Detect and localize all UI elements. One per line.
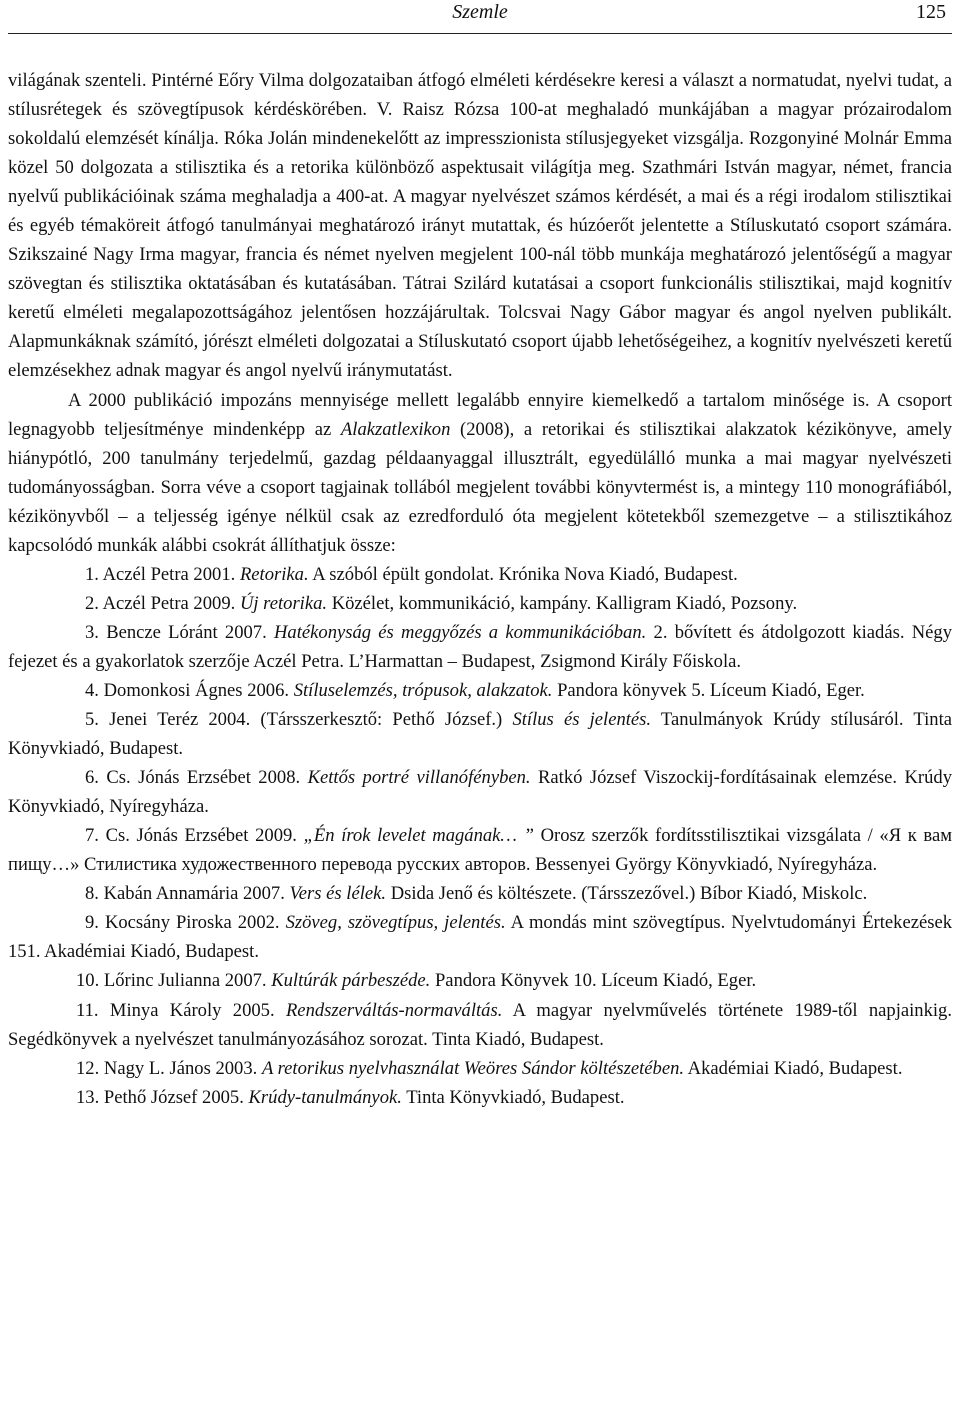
reference-title: Vers és lélek. [289, 883, 387, 905]
reference-details: Tinta Könyvkiadó, Budapest. [406, 1086, 625, 1108]
reference-title: Hatékonyság és meggyőzés a kommunikációban. [274, 621, 647, 643]
reference-author-year: Lőrinc Julianna 2007. [103, 970, 267, 992]
reference-item [8, 821, 952, 879]
reference-number: 1. [85, 563, 99, 585]
reference-item [8, 560, 952, 589]
reference-author-year: Pethő József 2005. [103, 1086, 244, 1108]
reference-author-year: Aczél Petra 2001. [102, 563, 236, 585]
reference-number: 8. [85, 883, 99, 905]
reference-number: 10. [76, 970, 100, 992]
reference-number: 3. [85, 621, 99, 643]
reference-item [8, 589, 952, 618]
reference-details: A mondás mint szövegtípus. Nyelvtudományi Értekezések 151. Akadémiai Kiadó, Budapest. [8, 912, 953, 963]
reference-number: 11. [76, 999, 99, 1021]
reference-list [8, 560, 952, 1112]
page-number: 125 [916, 1, 946, 23]
reference-details: Dsida Jenő és költészete. (Társszezővel.) Bíbor Kiadó, Miskolc. [390, 883, 868, 905]
reference-author-year: Nagy L. János 2003. [103, 1057, 258, 1079]
reference-title: A retorikus nyelvhasználat Weöres Sándor költészetében. [261, 1057, 685, 1079]
reference-details: Tanulmányok Krúdy stílusáról. Tinta Könyvkiadó, Budapest. [8, 709, 952, 760]
reference-author-year: Domonkosi Ágnes 2006. [103, 679, 290, 701]
reference-details: Pandora Könyvek 10. Líceum Kiadó, Eger. [434, 970, 757, 992]
reference-details: A magyar nyelvművelés története 1989-től napjainkig. Segédkönyvek a nyelvészet tanulmányozásához sorozat. Tinta Kiadó, Budapest. [8, 999, 952, 1050]
reference-item [8, 879, 952, 908]
reference-item [8, 996, 952, 1054]
reference-number: 5. [85, 709, 99, 731]
reference-item [8, 763, 952, 821]
reference-title: Kettős portré villanófényben. [307, 767, 531, 789]
paragraph-2-text-before: A 2000 publikáció impozáns mennyisége mellett legalább ennyire kiemelkedő a tartalom minősége is. A csoport legnagyobb teljesítménye mindenképp az [8, 389, 952, 440]
reference-author-year: Minya Károly 2005. [109, 999, 275, 1021]
reference-title: Új retorika. [239, 592, 328, 614]
reference-author-year: Aczél Petra 2009. [102, 592, 236, 614]
paragraph-2-text-after: (2008), a retorikai és stilisztikai alakzatok kézikönyve, amely hiánypótló, 200 tanulmány terjedelmű, gazdag példaanyaggal illusztrált, egyedülálló munka a mai magyar nyelvészeti tudományosságban. Sorra véve a csoport tagjainak tollából megjelent további könyvtermést is, a mintegy 110 monográfiából, kézikönyvből – a teljesség igénye nélkül csak az ezredforduló óta megjelent kötetekből szemezgetve – a stilisztikához kapcsolódó munkák alábbi csokrát állíthatjuk össze: [8, 418, 952, 556]
reference-number: 7. [85, 825, 99, 847]
running-header [8, 0, 952, 34]
article-body [8, 66, 952, 1112]
reference-item [8, 1083, 952, 1112]
reference-number: 4. [85, 679, 99, 701]
reference-details: Ratkó József Viszockij-fordításainak elemzése. Krúdy Könyvkiadó, Nyíregyháza. [8, 767, 952, 818]
reference-title: Stíluselemzés, trópusok, alakzatok. [293, 679, 553, 701]
reference-title: Kultúrák párbeszéde. [271, 970, 431, 992]
reference-number: 9. [85, 912, 99, 934]
paragraph-2 [8, 386, 952, 560]
reference-item [8, 1054, 952, 1083]
reference-title: Szöveg, szövegtípus, jelentés. [285, 912, 506, 934]
reference-author-year: Cs. Jónás Erzsébet 2009. [105, 825, 297, 847]
reference-item [8, 966, 952, 995]
reference-item [8, 705, 952, 763]
reference-title: Rendszerváltás-normaváltás. [285, 999, 503, 1021]
reference-details: A szóból épült gondolat. Krónika Nova Kiadó, Budapest. [312, 563, 738, 585]
paragraph-1: világának szenteli. Pintérné Eőry Vilma dolgozataiban átfogó elméleti kérdésekre keresi a választ a normatudat, nyelvi tudat, a stílusrétegek és szövegtípusok kérdéskörében. V. Raisz Rózsa 100-at meghaladó munkájában a magyar prózairodalom sokoldalú elemzését kínálja. Róka Jolán mindenekelőtt az impresszionista stílusjegyeket vizsgálja. Rozgonyiné Molnár Emma közel 50 dolgozata a stilisztika és a retorika különböző aspektusait világítja meg. Szathmári István magyar, német, francia nyelvű publikációinak száma meghaladja a 400-at. A magyar nyelvészet számos kérdését, a mai és a régi irodalom stilisztikai és egyéb témaköreit átfogó tanulmányai meghatározó irányt mutattak, és húzóerőt jelentette a Stíluskutató csoport számára. Szikszainé Nagy Irma magyar, francia és német nyelven megjelent 100-nál több munkája meghatározó jelentőségű a magyar szövegtan és stilisztika oktatásában és kutatásában. Tátrai Szilárd kutatásai a csoport funkcionális stilisztikai, majd kognitív keretű elméleti megalapozottságához jelentősen hozzájárultak. Tolcsvai Nagy Gábor magyar és angol nyelven publikált. Alapmunkáknak számító, jórészt elméleti dolgozatai a Stíluskutató csoport újabb lehetőségeihez, a kognitív nyelvészeti keretű elemzésekhez adnak magyar és angol nyelvű iránymutatást. [8, 70, 952, 382]
reference-details: Akadémiai Kiadó, Budapest. [687, 1057, 903, 1079]
reference-title: Retorika. [239, 563, 309, 585]
reference-number: 6. [85, 767, 99, 789]
reference-number: 2. [85, 592, 99, 614]
reference-author-year: Jenei Teréz 2004. (Társszerkesztő: Pethő József.) [109, 709, 503, 731]
reference-author-year: Kabán Annamária 2007. [103, 883, 285, 905]
reference-author-year: Kocsány Piroska 2002. [104, 912, 280, 934]
reference-item [8, 908, 952, 966]
paragraph-2-book-title: Alakzatlexikon [340, 418, 451, 440]
reference-details: 2. bővített és átdolgozott kiadás. Négy fejezet és a gyakorlatok szerzője Aczél Petra. L’Harmattan – Budapest, Zsigmond Király Főiskola. [8, 621, 952, 672]
reference-title: „Én írok levelet magának… ” [303, 825, 534, 847]
reference-author-year: Cs. Jónás Erzsébet 2008. [106, 767, 301, 789]
journal-title: Szemle [452, 1, 508, 23]
reference-details: Orosz szerzők fordítsstilisztikai vizsgálata / «Я к вам пищу…» Стилистика художественного перевода русских авторов. Bessenyei György Könyvkiadó, Nyíregyháza. [8, 825, 952, 876]
reference-title: Krúdy-tanulmányok. [248, 1086, 402, 1108]
reference-number: 12. [76, 1057, 100, 1079]
reference-details: Pandora könyvek 5. Líceum Kiadó, Eger. [557, 679, 865, 701]
reference-details: Közélet, kommunikáció, kampány. Kalligram Kiadó, Pozsony. [331, 592, 798, 614]
reference-item [8, 676, 952, 705]
reference-title: Stílus és jelentés. [512, 709, 652, 731]
reference-number: 13. [76, 1086, 100, 1108]
reference-item [8, 618, 952, 676]
reference-author-year: Bencze Lóránt 2007. [106, 621, 267, 643]
